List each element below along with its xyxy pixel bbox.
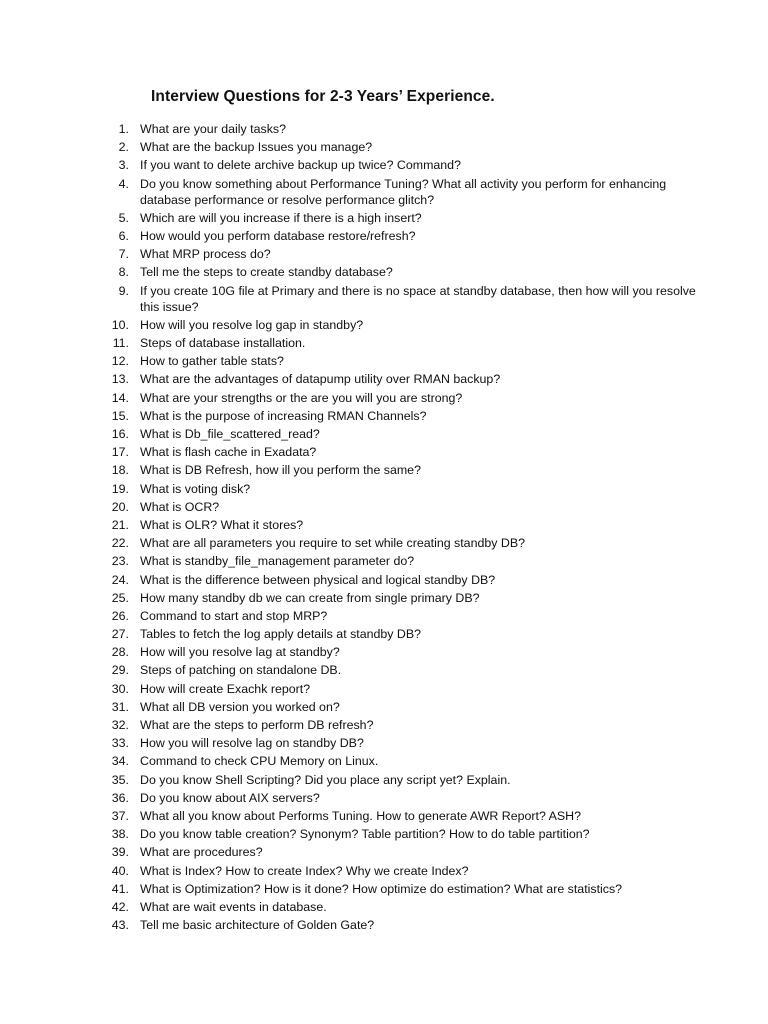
question-item	[0, 681, 768, 697]
question-number: 33.	[111, 736, 129, 751]
question-item	[0, 844, 768, 860]
question-number: 43.	[111, 918, 129, 933]
question-text: If you create 10G file at Primary and there is no space at standby database, then how will you resolve this issue?	[140, 283, 696, 314]
question-text: What is Optimization? How is it done? How optimize do estimation? What are statistics?	[140, 881, 623, 896]
question-number: 19.	[111, 481, 129, 496]
question-number: 42.	[111, 899, 129, 914]
question-number: 10.	[111, 317, 129, 332]
question-item	[0, 826, 768, 842]
question-item	[0, 790, 768, 806]
question-text: What MRP process do?	[140, 247, 271, 262]
question-text: Command to start and stop MRP?	[140, 608, 328, 623]
question-number: 27.	[111, 627, 129, 642]
question-number: 5.	[118, 210, 129, 225]
question-text: What all you know about Performs Tuning. How to generate AWR Report? ASH?	[140, 808, 582, 823]
question-item	[0, 371, 768, 387]
question-item	[0, 210, 768, 226]
question-number: 11.	[112, 336, 129, 351]
question-number: 6.	[118, 229, 129, 244]
question-item	[0, 753, 768, 769]
question-text: What are procedures?	[140, 845, 263, 860]
question-number: 20.	[111, 499, 129, 514]
question-number: 23.	[111, 554, 129, 569]
question-item	[0, 517, 768, 533]
question-item	[0, 499, 768, 515]
question-item	[0, 717, 768, 733]
question-number: 16.	[111, 427, 129, 441]
question-item	[0, 228, 768, 244]
question-item	[0, 283, 768, 315]
question-number: 38.	[111, 827, 129, 842]
question-item	[0, 335, 768, 351]
question-text: Tables to fetch the log apply details at standby DB?	[140, 627, 422, 642]
question-item	[0, 662, 768, 678]
question-number: 41.	[111, 881, 129, 896]
question-number: 26.	[111, 608, 129, 623]
question-item	[0, 139, 768, 155]
question-number: 32.	[111, 718, 129, 732]
question-text: What is DB Refresh, how ill you perform the same?	[140, 463, 421, 478]
question-item	[0, 699, 768, 715]
question-number: 31.	[111, 699, 129, 714]
question-number: 8.	[118, 265, 129, 280]
question-number: 1.	[118, 122, 129, 136]
question-number: 39.	[111, 845, 129, 860]
question-text: What are your strengths or the are you will you are strong?	[140, 390, 463, 405]
question-item	[0, 317, 768, 333]
question-text: Do you know something about Performance Tuning? What all activity you perform for enhancing database performance or resolve performance glitch?	[140, 176, 667, 207]
question-item	[0, 735, 768, 751]
question-text: Command to check CPU Memory on Linux.	[140, 754, 379, 769]
document-title: Interview Questions for 2-3 Years’ Experience.	[151, 88, 495, 105]
question-item	[0, 899, 768, 915]
question-text: What is the purpose of increasing RMAN Channels?	[140, 408, 427, 423]
question-text: What is voting disk?	[140, 481, 251, 496]
question-item	[0, 644, 768, 660]
question-item	[0, 426, 768, 442]
question-number: 37.	[111, 808, 129, 823]
question-item	[0, 917, 768, 933]
question-text: How will you resolve lag at standby?	[140, 645, 340, 660]
question-text: What are all parameters you require to set while creating standby DB?	[140, 536, 525, 551]
question-text: Do you know table creation? Synonym? Table partition? How to do table partition?	[140, 827, 590, 842]
question-text: Do you know Shell Scripting? Did you place any script yet? Explain.	[140, 772, 511, 787]
question-item	[0, 353, 768, 369]
question-text: How many standby db we can create from single primary DB?	[140, 590, 480, 605]
question-number: 14.	[111, 390, 129, 405]
question-item	[0, 572, 768, 588]
question-text: What is standby_file_management parameter do?	[140, 554, 415, 569]
question-text: Tell me basic architecture of Golden Gate?	[140, 918, 375, 933]
question-number: 9.	[118, 283, 129, 298]
question-item	[0, 157, 768, 173]
question-text: What is Db_file_scattered_read?	[140, 427, 320, 441]
question-item	[0, 462, 768, 478]
question-text: What all DB version you worked on?	[140, 699, 340, 714]
question-item	[0, 863, 768, 879]
question-text: What is OLR? What it stores?	[140, 517, 304, 532]
question-text: What are the advantages of datapump utility over RMAN backup?	[140, 372, 501, 387]
question-item	[0, 553, 768, 569]
question-item	[0, 608, 768, 624]
question-item	[0, 808, 768, 824]
question-number: 36.	[111, 790, 129, 805]
question-number: 35.	[111, 772, 129, 787]
question-text: What is flash cache in Exadata?	[140, 445, 317, 460]
question-number: 12.	[111, 354, 129, 369]
question-number: 15.	[111, 408, 129, 423]
question-item	[0, 246, 768, 262]
question-text: What are the backup Issues you manage?	[140, 140, 373, 155]
question-text: Do you know about AIX servers?	[140, 790, 320, 805]
question-text: Steps of patching on standalone DB.	[140, 663, 342, 678]
question-item	[0, 121, 768, 137]
question-number: 28.	[111, 645, 129, 660]
question-number: 34.	[111, 754, 129, 769]
question-number: 17.	[111, 445, 129, 460]
question-number: 25.	[111, 590, 129, 605]
question-text: What are wait events in database.	[140, 899, 327, 914]
question-text: How will you resolve log gap in standby?	[140, 317, 364, 332]
question-number: 22.	[111, 536, 129, 551]
question-number: 18.	[111, 463, 129, 478]
question-text: What are the steps to perform DB refresh?	[140, 718, 374, 732]
question-number: 24.	[111, 572, 129, 587]
question-text: How to gather table stats?	[140, 354, 284, 369]
question-text: Which are will you increase if there is a high insert?	[140, 210, 422, 225]
question-number: 13.	[111, 372, 129, 387]
question-number: 4.	[118, 176, 129, 191]
question-item	[0, 881, 768, 897]
question-item	[0, 590, 768, 606]
question-item	[0, 481, 768, 497]
question-text: Steps of database installation.	[140, 336, 306, 351]
question-item	[0, 264, 768, 280]
question-number: 3.	[118, 158, 129, 173]
question-number: 7.	[118, 247, 129, 262]
question-text: What are your daily tasks?	[140, 122, 286, 136]
question-text: How will create Exachk report?	[140, 681, 311, 696]
question-text: What is Index? How to create Index? Why we create Index?	[140, 863, 469, 878]
question-item	[0, 772, 768, 788]
question-number: 21.	[111, 517, 129, 532]
question-number: 40.	[111, 863, 129, 878]
question-number: 2.	[118, 140, 129, 155]
question-item	[0, 444, 768, 460]
question-item	[0, 176, 768, 208]
question-item	[0, 535, 768, 551]
question-text: How would you perform database restore/refresh?	[140, 229, 416, 244]
question-item	[0, 408, 768, 424]
question-number: 30.	[111, 681, 129, 696]
question-item	[0, 626, 768, 642]
question-text: What is OCR?	[140, 499, 220, 514]
question-number: 29.	[111, 663, 129, 678]
question-text: How you will resolve lag on standby DB?	[140, 736, 364, 751]
question-text: What is the difference between physical and logical standby DB?	[140, 572, 496, 587]
question-list	[0, 121, 768, 935]
question-item	[0, 390, 768, 406]
question-text: If you want to delete archive backup up twice? Command?	[140, 158, 461, 173]
question-text: Tell me the steps to create standby database?	[140, 265, 393, 280]
